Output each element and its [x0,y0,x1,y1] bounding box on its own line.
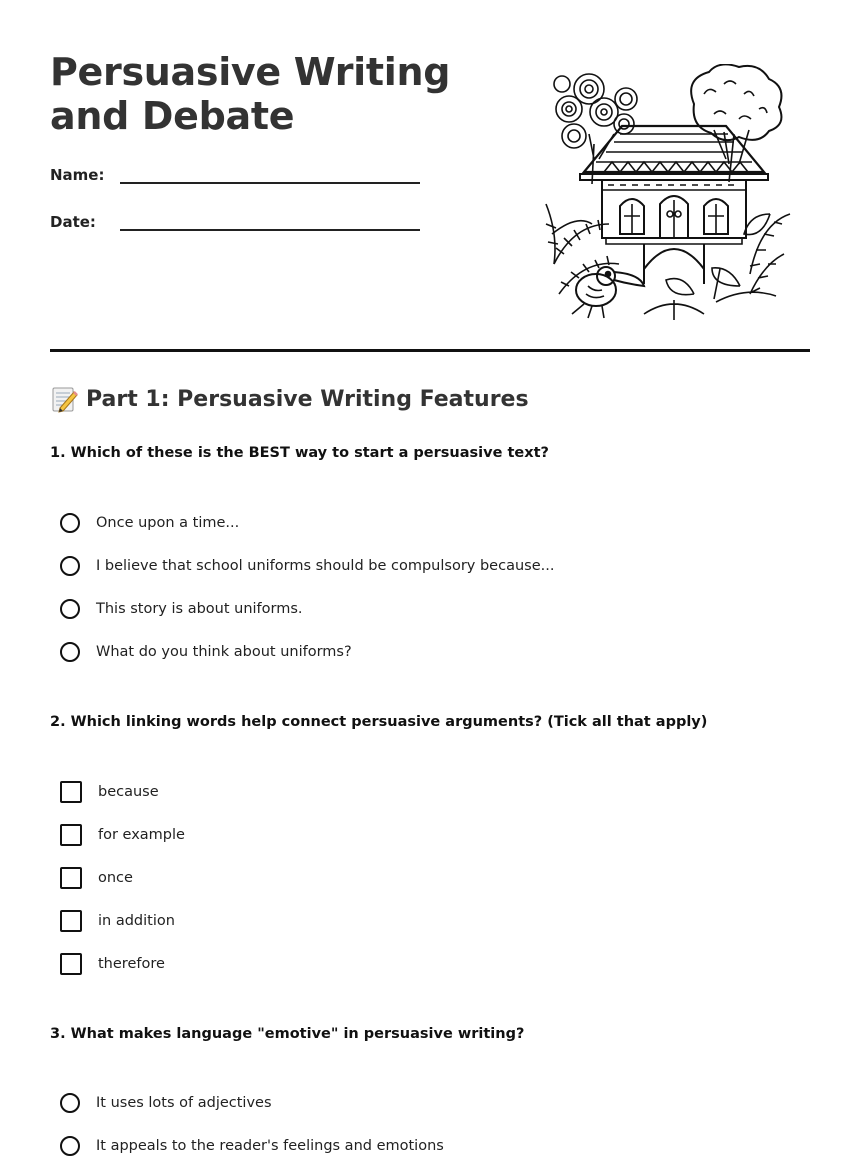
q2-option-1[interactable] [60,780,159,804]
radio-button[interactable] [60,1093,80,1113]
option-label: It uses lots of adjectives [96,1095,272,1111]
section-title-text: Part 1: Persuasive Writing Features [86,386,529,412]
checkbox[interactable] [60,824,82,846]
date-line[interactable] [120,229,420,231]
checkbox[interactable] [60,953,82,975]
q1-option-2[interactable] [60,554,554,578]
name-field[interactable] [50,166,430,196]
q1-option-1[interactable] [60,511,239,535]
worksheet-title: Persuasive Writing and Debate [50,50,451,138]
radio-button[interactable] [60,1136,80,1156]
q3-option-2[interactable] [60,1134,444,1158]
date-field[interactable] [50,213,430,243]
radio-button[interactable] [60,556,80,576]
checkbox[interactable] [60,910,82,932]
question-2-text: 2. Which linking words help connect persuasive arguments? (Tick all that apply) [50,714,708,730]
option-label: once [98,870,133,886]
q2-option-3[interactable] [60,866,133,890]
question-1-text: 1. Which of these is the BEST way to start a persuasive text? [50,445,549,461]
option-label: Once upon a time... [96,515,240,531]
house-illustration [544,64,792,322]
q2-option-4[interactable] [60,909,175,933]
name-label: Name: [50,166,105,184]
option-label: It appeals to the reader's feelings and emotions [96,1138,444,1154]
option-label: because [98,784,159,800]
section-title [50,385,529,413]
checkbox[interactable] [60,781,82,803]
header-divider [50,349,810,352]
radio-button[interactable] [60,599,80,619]
q2-option-2[interactable] [60,823,185,847]
question-3-text: 3. What makes language "emotive" in persuasive writing? [50,1026,525,1042]
q1-option-4[interactable] [60,640,352,664]
q1-option-3[interactable] [60,597,303,621]
option-label: What do you think about uniforms? [96,644,352,660]
worksheet-header [50,0,810,353]
radio-button[interactable] [60,513,80,533]
option-label: I believe that school uniforms should be compulsory because... [96,558,555,574]
option-label: for example [98,827,185,843]
worksheet-page [50,0,810,1154]
memo-icon [50,385,78,413]
option-label: therefore [98,956,165,972]
q2-option-5[interactable] [60,952,165,976]
date-label: Date: [50,213,96,231]
option-label: This story is about uniforms. [96,601,303,617]
q3-option-1[interactable] [60,1091,272,1115]
name-line[interactable] [120,182,420,184]
radio-button[interactable] [60,642,80,662]
checkbox[interactable] [60,867,82,889]
option-label: in addition [98,913,175,929]
